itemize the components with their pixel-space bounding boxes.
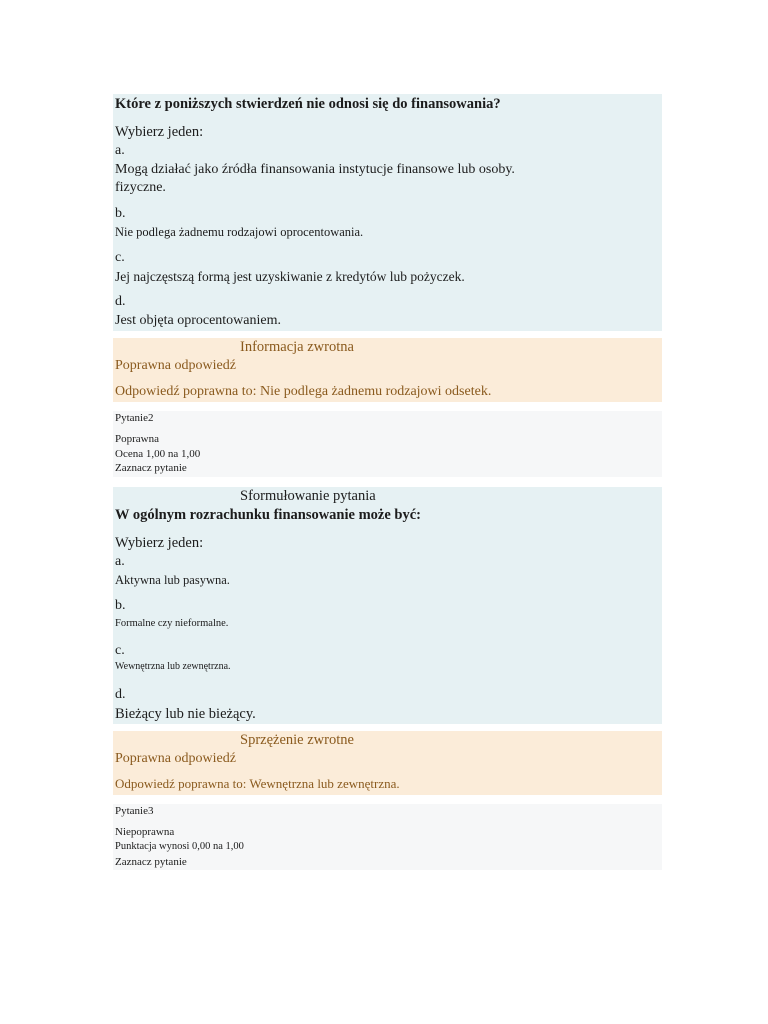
option-c-text[interactable]: Wewnętrzna lub zewnętrzna. bbox=[115, 661, 231, 672]
question-2-grade: Ocena 1,00 na 1,00 bbox=[115, 448, 201, 460]
option-a-letter[interactable]: a. bbox=[115, 143, 125, 158]
question-1-panel bbox=[113, 94, 662, 331]
question-3-label: Pytanie3 bbox=[115, 805, 154, 817]
feedback-1-answer: Odpowiedź poprawna to: Nie podlega żadnemu rodzajowi odsetek. bbox=[115, 384, 492, 399]
feedback-2-answer: Odpowiedź poprawna to: Wewnętrzna lub zewnętrzna. bbox=[115, 776, 400, 791]
option-d-letter[interactable]: d. bbox=[115, 294, 126, 309]
option-d-text[interactable]: Bieżący lub nie bieżący. bbox=[115, 706, 256, 722]
question-2-heading: Sformułowanie pytania bbox=[240, 488, 376, 504]
question-3-grade: Punktacja wynosi 0,00 na 1,00 bbox=[115, 841, 244, 852]
option-c-text[interactable]: Jej najczęstszą formą jest uzyskiwanie z kredytów lub pożyczek. bbox=[115, 269, 465, 284]
option-d-letter[interactable]: d. bbox=[115, 687, 126, 702]
feedback-1-heading: Informacja zwrotna bbox=[240, 339, 354, 355]
question-1-prompt: Wybierz jeden: bbox=[115, 124, 204, 140]
option-b-letter[interactable]: b. bbox=[115, 206, 126, 221]
question-2-prompt: Wybierz jeden: bbox=[115, 535, 204, 551]
question-2-info-panel bbox=[113, 411, 662, 477]
option-c-letter[interactable]: c. bbox=[115, 643, 125, 658]
feedback-2-panel bbox=[113, 731, 662, 795]
option-a-text-cont[interactable]: fizyczne. bbox=[115, 180, 166, 195]
option-a-letter[interactable]: a. bbox=[115, 554, 125, 569]
question-2-text: W ogólnym rozrachunku finansowanie może być: bbox=[115, 507, 421, 523]
feedback-1-panel bbox=[113, 338, 662, 402]
option-c-letter[interactable]: c. bbox=[115, 250, 125, 265]
option-b-text[interactable]: Formalne czy nieformalne. bbox=[115, 618, 229, 629]
question-3-state: Niepoprawna bbox=[115, 826, 175, 838]
feedback-2-status: Poprawna odpowiedź bbox=[115, 751, 236, 766]
question-1-text: Które z poniższych stwierdzeń nie odnosi się do finansowania? bbox=[115, 96, 501, 112]
option-a-text[interactable]: Mogą działać jako źródła finansowania instytucje finansowe lub osoby. bbox=[115, 162, 515, 177]
option-b-text[interactable]: Nie podlega żadnemu rodzajowi oprocentowania. bbox=[115, 225, 364, 239]
question-2-label: Pytanie2 bbox=[115, 412, 154, 424]
option-b-letter[interactable]: b. bbox=[115, 598, 126, 613]
feedback-2-heading: Sprzężenie zwrotne bbox=[240, 732, 354, 748]
option-d-text[interactable]: Jest objęta oprocentowaniem. bbox=[115, 313, 282, 328]
question-2-panel bbox=[113, 487, 662, 724]
option-a-text[interactable]: Aktywna lub pasywna. bbox=[115, 573, 230, 587]
feedback-1-status: Poprawna odpowiedź bbox=[115, 358, 236, 373]
flag-question-3-link[interactable]: Zaznacz pytanie bbox=[115, 856, 187, 868]
flag-question-2-link[interactable]: Zaznacz pytanie bbox=[115, 462, 187, 474]
question-2-state: Poprawna bbox=[115, 433, 159, 445]
question-3-info-panel bbox=[113, 804, 662, 870]
